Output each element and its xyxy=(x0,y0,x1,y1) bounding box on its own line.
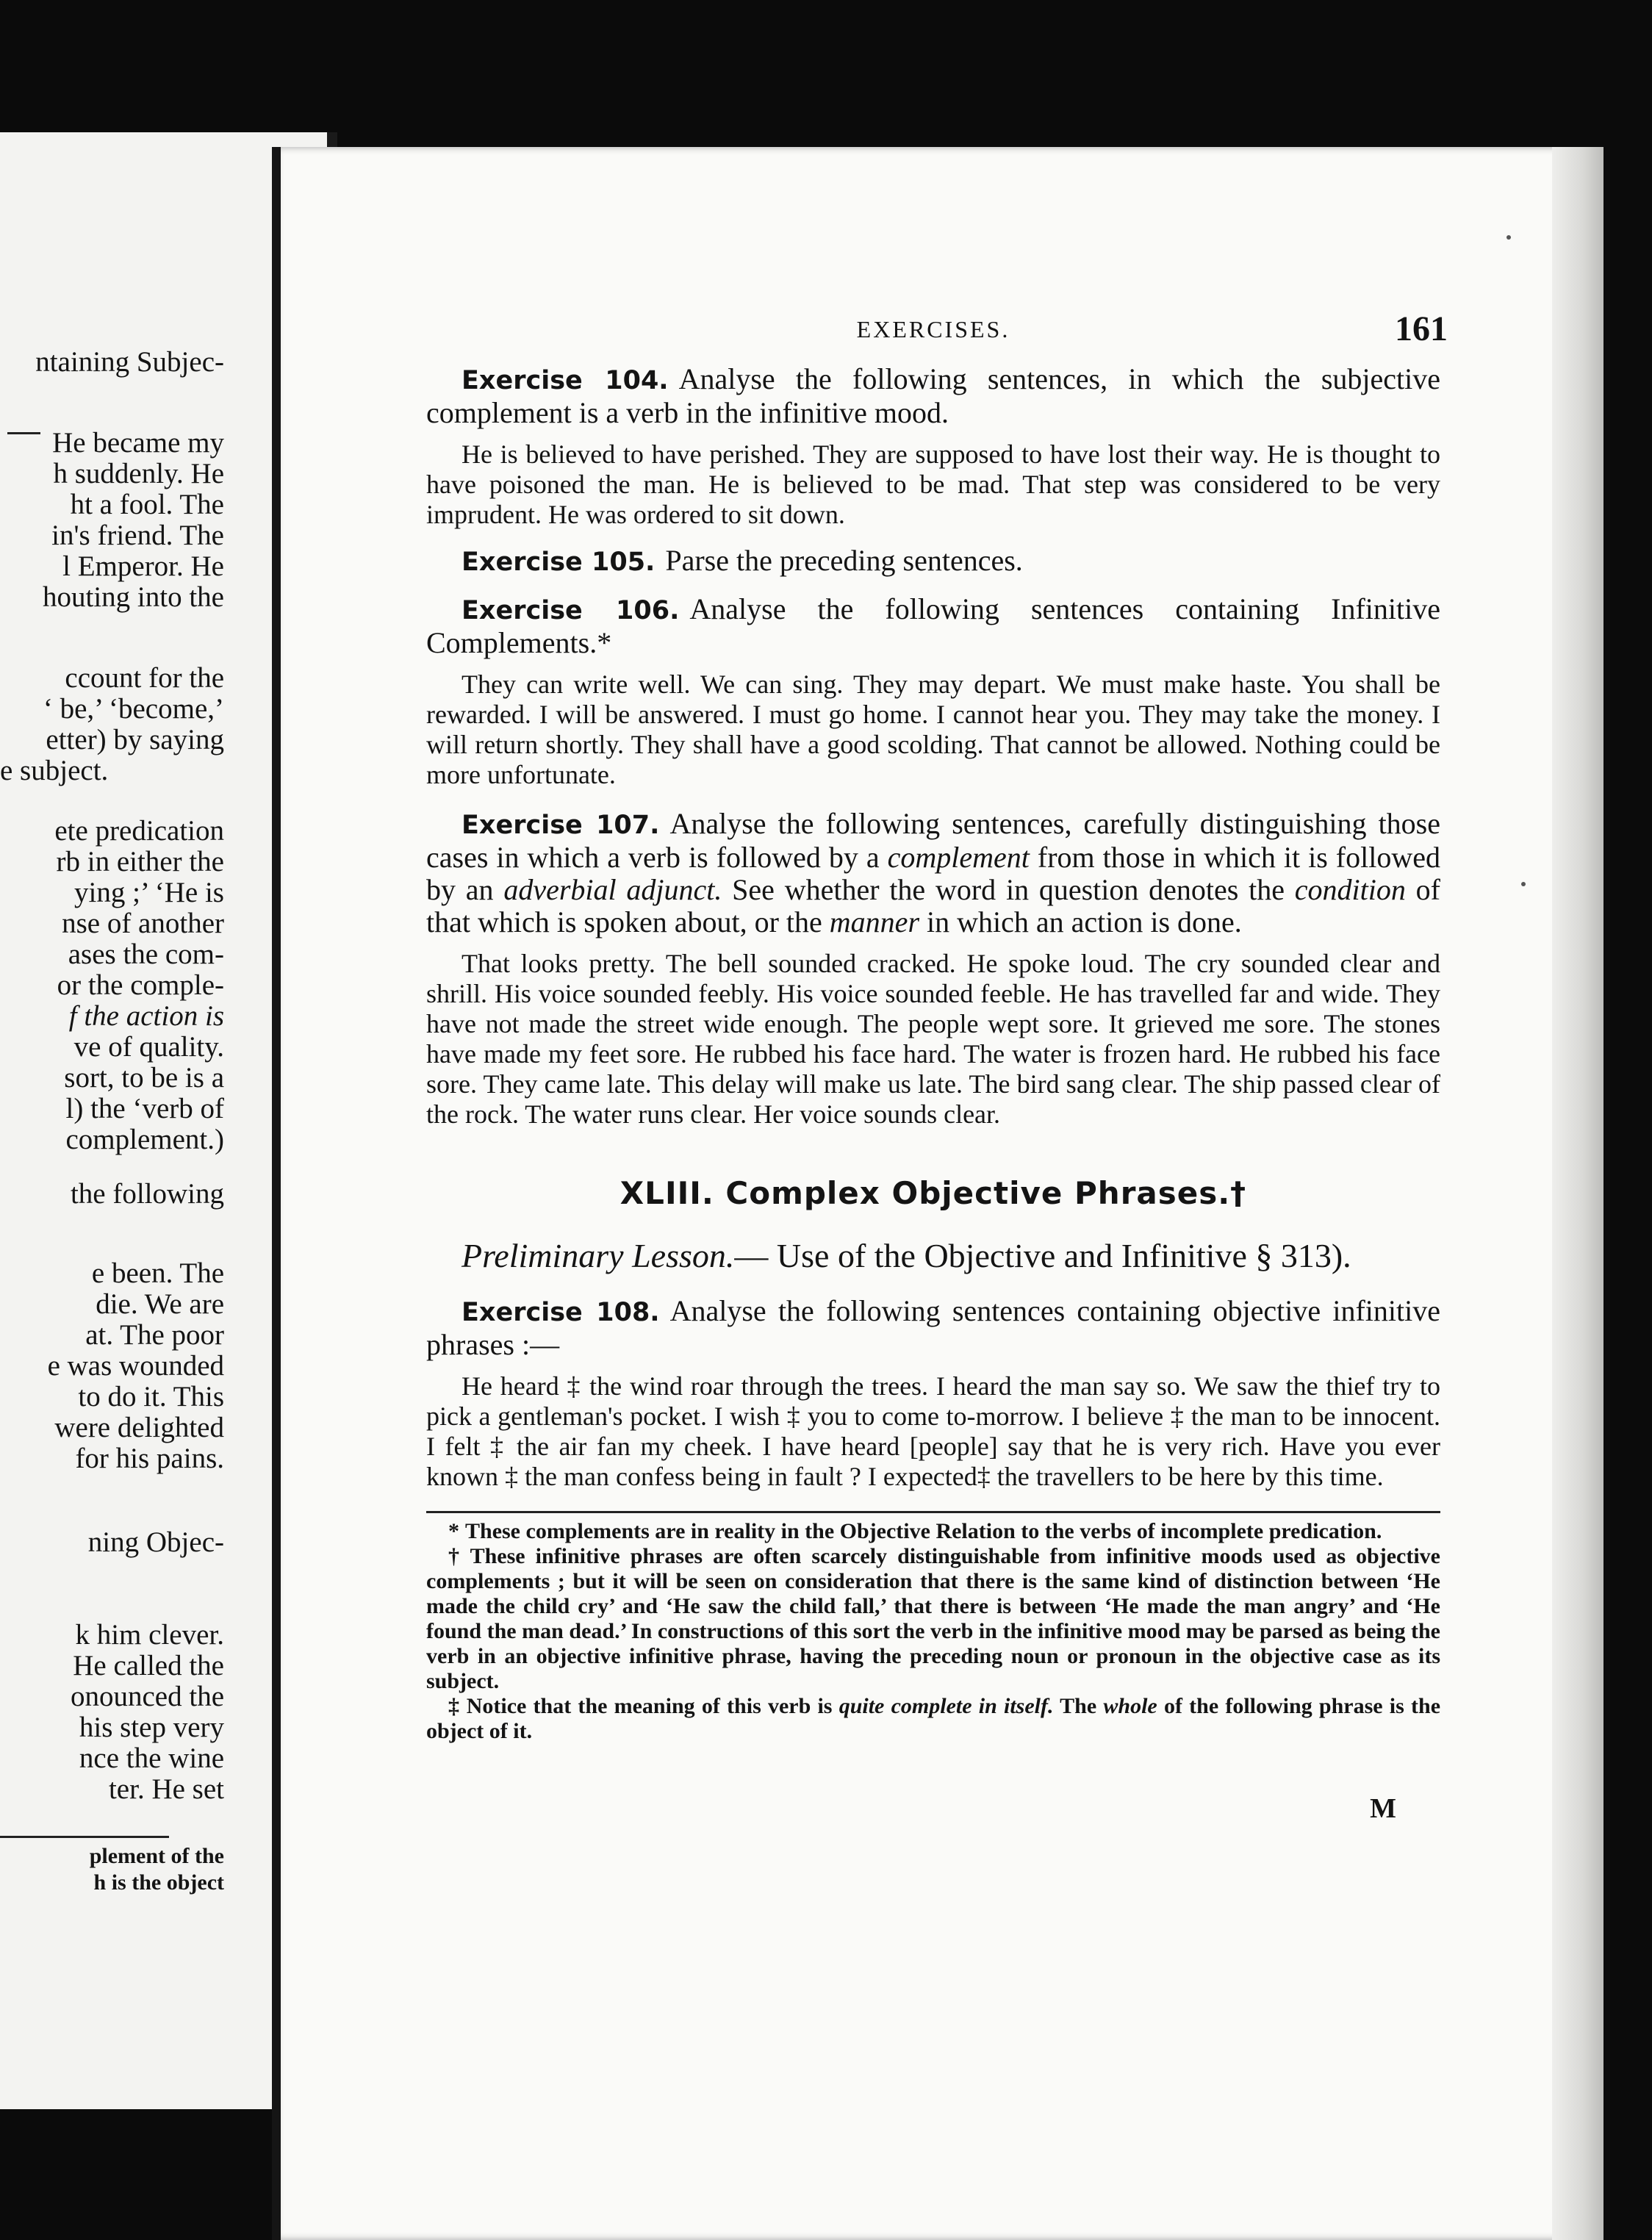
exercise-heading xyxy=(426,545,1440,578)
exercise-instruction: of that which is spoken about, or the xyxy=(426,873,1440,938)
italic-term: condition xyxy=(1294,873,1406,906)
left-line: e been. The xyxy=(91,1257,224,1289)
left-line: k him clever. xyxy=(75,1619,224,1651)
left-line: l Emperor. He xyxy=(62,550,224,582)
exercise-106 xyxy=(426,593,1440,790)
exercise-label: Exercise 108. xyxy=(462,1298,660,1327)
footnote-mark: ‡ xyxy=(448,1694,461,1718)
gutter-shadow xyxy=(272,147,281,2240)
left-line: for his pains. xyxy=(75,1443,224,1474)
paper-speck xyxy=(1506,235,1511,240)
page-edge xyxy=(1552,147,1603,2240)
exercise-108 xyxy=(426,1295,1440,1492)
preliminary-label: Preliminary Lesson. xyxy=(462,1237,735,1274)
italic-term: manner xyxy=(829,905,920,938)
left-line: ccount for the xyxy=(65,662,224,694)
left-line: f the action is xyxy=(68,1000,224,1032)
exercise-label: Exercise 105. xyxy=(462,548,656,577)
left-line: were delighted xyxy=(54,1412,224,1443)
left-footnote-line: plement of the xyxy=(89,1844,224,1868)
running-title: EXERCISES. xyxy=(856,316,1010,342)
exercise-105 xyxy=(426,545,1440,578)
exercise-104 xyxy=(426,363,1440,530)
book-page-161 xyxy=(272,147,1603,2240)
footnote-mark: * xyxy=(448,1519,459,1543)
left-line: onounced the xyxy=(70,1681,224,1712)
left-line: ter. He set xyxy=(108,1773,224,1805)
left-line: ying ;’ ‘He is xyxy=(74,877,224,908)
left-line: houting into the xyxy=(43,581,224,613)
signature-mark: M xyxy=(1370,1793,1396,1824)
exercise-instruction: from those in which it is followed by an xyxy=(426,841,1440,906)
footnote-text: These complements are in reality in the Objective Relation to the verbs of incomplete predication. xyxy=(465,1519,1382,1543)
left-line: ‘ be,’ ‘become,’ xyxy=(43,693,224,725)
exercise-label: Exercise 104. xyxy=(462,366,669,395)
left-line: nce the wine xyxy=(79,1742,224,1774)
left-line: He became my xyxy=(52,427,224,459)
paper-speck xyxy=(1521,882,1526,886)
exercise-instruction: See whether the word in question denotes the xyxy=(722,873,1295,906)
left-line: nse of another xyxy=(62,908,224,939)
footnote-mark: † xyxy=(448,1544,464,1568)
italic-term: complement xyxy=(887,841,1030,874)
left-line: He called the xyxy=(73,1650,224,1681)
left-line: his step very xyxy=(79,1712,224,1743)
exercise-heading xyxy=(426,808,1440,938)
exercise-body: They can write well. We can sing. They may depart. We must make haste. You shall be rewarded. I will be answered. I must go home. I cannot hear you. They may take the money. I will return shortly. They shall have a good scolding. That cannot be allowed. Nothing could be more unfortunate. xyxy=(426,670,1440,789)
left-line: sort, to be is a xyxy=(64,1062,224,1094)
left-line: etter) by saying xyxy=(46,724,224,755)
left-line: ete predication xyxy=(54,815,224,847)
running-head xyxy=(426,309,1448,353)
italic-term: adverbial adjunct. xyxy=(503,873,722,906)
left-line: in's friend. The xyxy=(51,520,224,551)
footnote-text: These infinitive phrases are often scarcely distinguishable from infinitive moods used as objective complements ; but it will be seen on consideration that there is the same kind of distinction between ‘He made the child cry’ and ‘He saw the child fall,’ that there is between ‘He made the man angry’ and ‘He found the man dead.’ In constructions of this sort the verb in the infinitive mood may be parsed as being the verb in an objective infinitive phrase, having the preceding noun or pronoun in the objective case as its subject. xyxy=(426,1544,1441,1693)
exercise-heading xyxy=(426,593,1440,659)
exercise-instruction: Analyse the following sentences containing Infinitive Complements.* xyxy=(426,592,1440,659)
left-line: the following xyxy=(70,1178,224,1210)
exercise-instruction: Parse the preceding sentences. xyxy=(665,544,1023,577)
footnote-emphasis: quite complete in itself. xyxy=(838,1694,1054,1718)
exercise-label: Exercise 107. xyxy=(462,811,660,840)
left-line: h suddenly. He xyxy=(53,458,224,489)
footnote-3 xyxy=(426,1694,1440,1744)
left-footnote-rule xyxy=(0,1836,169,1838)
section-heading: XLIII. Complex Objective Phrases.† xyxy=(620,1175,1247,1211)
left-line: ases the com- xyxy=(68,938,224,970)
left-line: to do it. This xyxy=(78,1381,224,1412)
exercise-heading xyxy=(426,363,1440,429)
footnote-1 xyxy=(426,1519,1440,1544)
exercise-body: He heard ‡ the wind roar through the trees. I heard the man say so. We saw the thief try to pick a gentleman's pocket. I wish ‡ you to come to-morrow. I believe ‡ the man to be innocent. I felt ‡ the air fan my cheek. I have heard [people] say that he is very rich. Have you ever known ‡ the man confess being in fault ? I expected‡ the travellers to be here by this time. xyxy=(426,1371,1440,1491)
left-line: complement.) xyxy=(65,1124,224,1155)
left-line: ning Objec- xyxy=(87,1526,224,1558)
left-line: die. We are xyxy=(96,1288,224,1320)
exercise-heading xyxy=(426,1295,1440,1361)
left-footnote-line: h is the object xyxy=(93,1870,224,1895)
preliminary-lesson xyxy=(426,1236,1440,1276)
exercise-body: He is believed to have perished. They are supposed to have lost their way. He is thought to have poisoned the man. He is believed to be mad. That step was considered to be very imprudent. He was ordered to sit down. xyxy=(426,439,1440,529)
left-line: e subject. xyxy=(0,755,109,786)
left-line: e was wounded xyxy=(47,1350,224,1382)
page-content xyxy=(426,309,1448,1824)
footnote-2 xyxy=(426,1544,1440,1694)
footnote-text: of the following phrase is the object of it. xyxy=(426,1694,1441,1743)
left-line: ntaining Subjec- xyxy=(35,346,224,378)
page-number: 161 xyxy=(1395,309,1448,348)
footnote-text: Notice that the meaning of this verb is xyxy=(466,1694,839,1718)
footnote-text: The xyxy=(1053,1694,1104,1718)
footnote-emphasis: whole xyxy=(1103,1694,1157,1718)
footnotes xyxy=(426,1511,1440,1744)
left-line: or the comple- xyxy=(57,969,224,1001)
left-line: l) the ‘verb of xyxy=(65,1093,224,1124)
preliminary-text: — Use of the Objective and Infinitive § 313). xyxy=(734,1237,1351,1274)
exercise-107 xyxy=(426,808,1440,1130)
exercise-instruction: Analyse the following sentences, in which the subjective complement is a verb in the infinitive mood. xyxy=(426,362,1440,429)
exercise-body: That looks pretty. The bell sounded cracked. He spoke loud. The cry sounded clear and shrill. His voice sounded feebly. His voice sounded feeble. He has travelled far and wide. They have not made the street wide enough. The people wept sore. It grieved me sore. The stones have made my feet sore. He rubbed his face hard. The water is frozen hard. He rubbed his face sore. They came late. This delay will make us late. The bird sang clear. The ship passed clear of the rock. The water runs clear. Her voice sounds clear. xyxy=(426,949,1440,1129)
left-line: at. The poor xyxy=(85,1319,224,1351)
left-line: ve of quality. xyxy=(73,1031,224,1063)
exercise-label: Exercise 106. xyxy=(462,596,680,625)
exercise-instruction: Analyse the following sentences containing objective infinitive phrases :— xyxy=(426,1294,1441,1361)
exercise-instruction: Analyse the following sentences, carefully distinguishing those cases in which a verb is followed by a xyxy=(426,807,1440,874)
exercise-instruction: in which an action is done. xyxy=(919,905,1242,938)
left-line: rb in either the xyxy=(56,846,224,877)
left-line: ht a fool. The xyxy=(70,489,224,520)
